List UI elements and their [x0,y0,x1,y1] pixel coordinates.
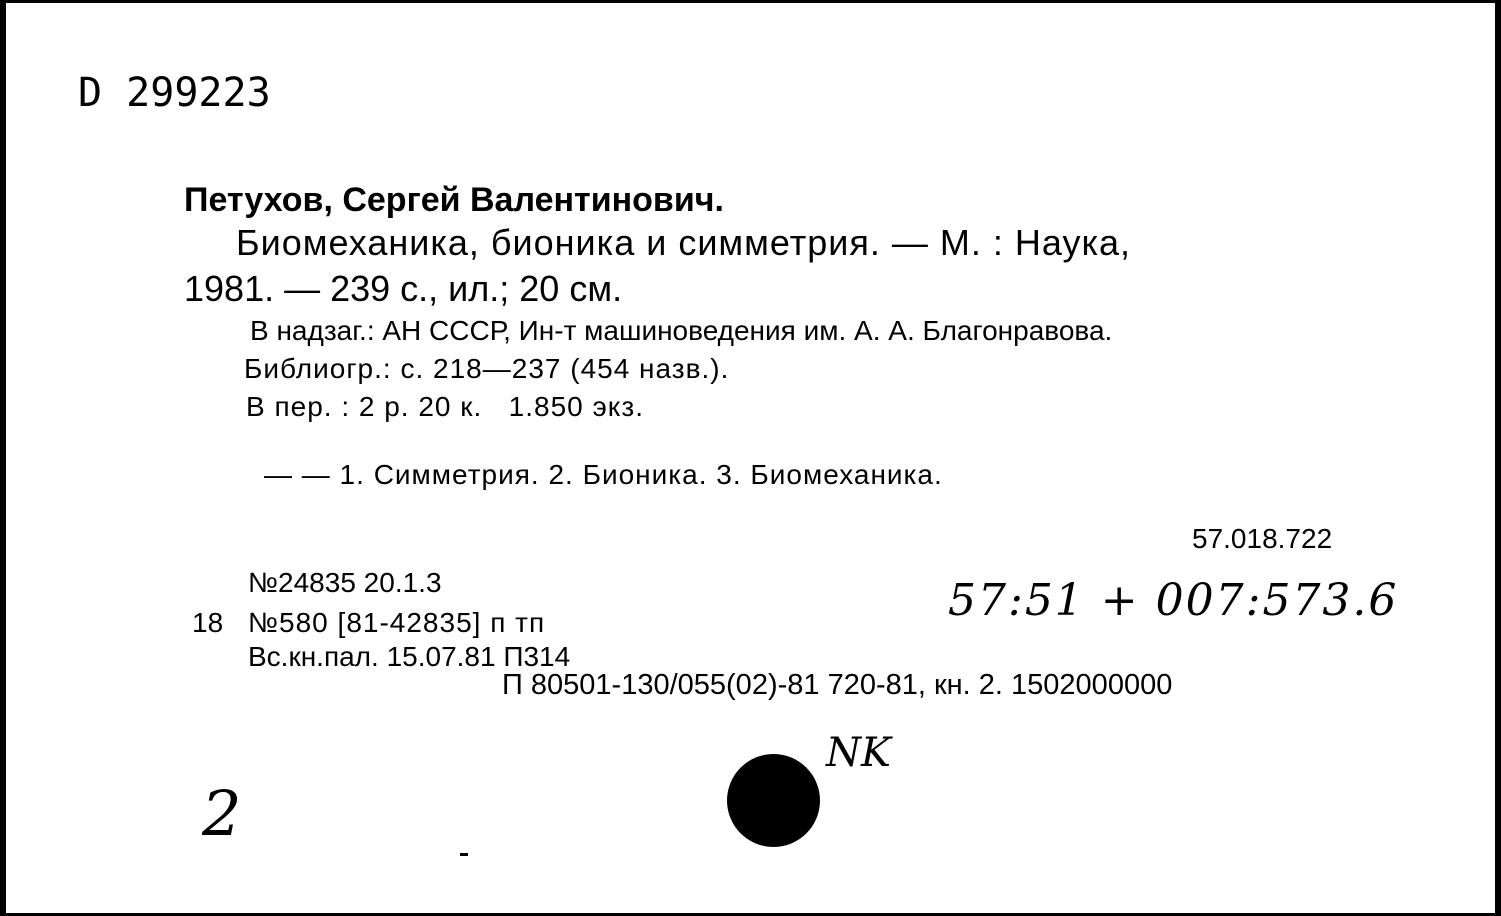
udc-number: 57.018.722 [1192,523,1333,554]
note-line: В пер. : 2 р. 20 к. 1.850 экз. [246,391,644,422]
handwritten-classification: 57:51 + 007:573.6 [948,575,1399,626]
record-line-1: №24835 20.1.3 [248,567,442,598]
punch-hole [727,754,820,847]
handwritten-initials: NK [826,730,891,776]
record-prefix: 18 [192,607,224,638]
record-line-2: №580 [81-42835] п тп [248,607,546,638]
record-line-3: Вс.кн.пал. 15.07.81 П314 [248,641,571,672]
author-heading: Петухов, Сергей Валентинович. [184,181,724,219]
handwritten-number: 2 [202,777,242,850]
note-line: Библиогр.: с. 218—237 (454 назв.). [244,353,730,384]
imprint-line: 1981. — 239 с., ил.; 20 см. [184,268,623,309]
accession-number: D 299223 [78,70,271,116]
subject-headings: — — 1. Симметрия. 2. Бионика. 3. Биомеханика. [264,459,943,490]
publication-code: П 80501-130/055(02)-81 720-81, кн. 2. 1502000000 [502,669,1173,701]
note-line: В надзаг.: АН СССР, Ин-т машиноведения им. А. А. Благонравова. [250,315,1113,346]
ink-mark [460,853,468,856]
title-line: Биомеханика, бионика и симметрия. — М. : Наука, [236,222,1132,263]
